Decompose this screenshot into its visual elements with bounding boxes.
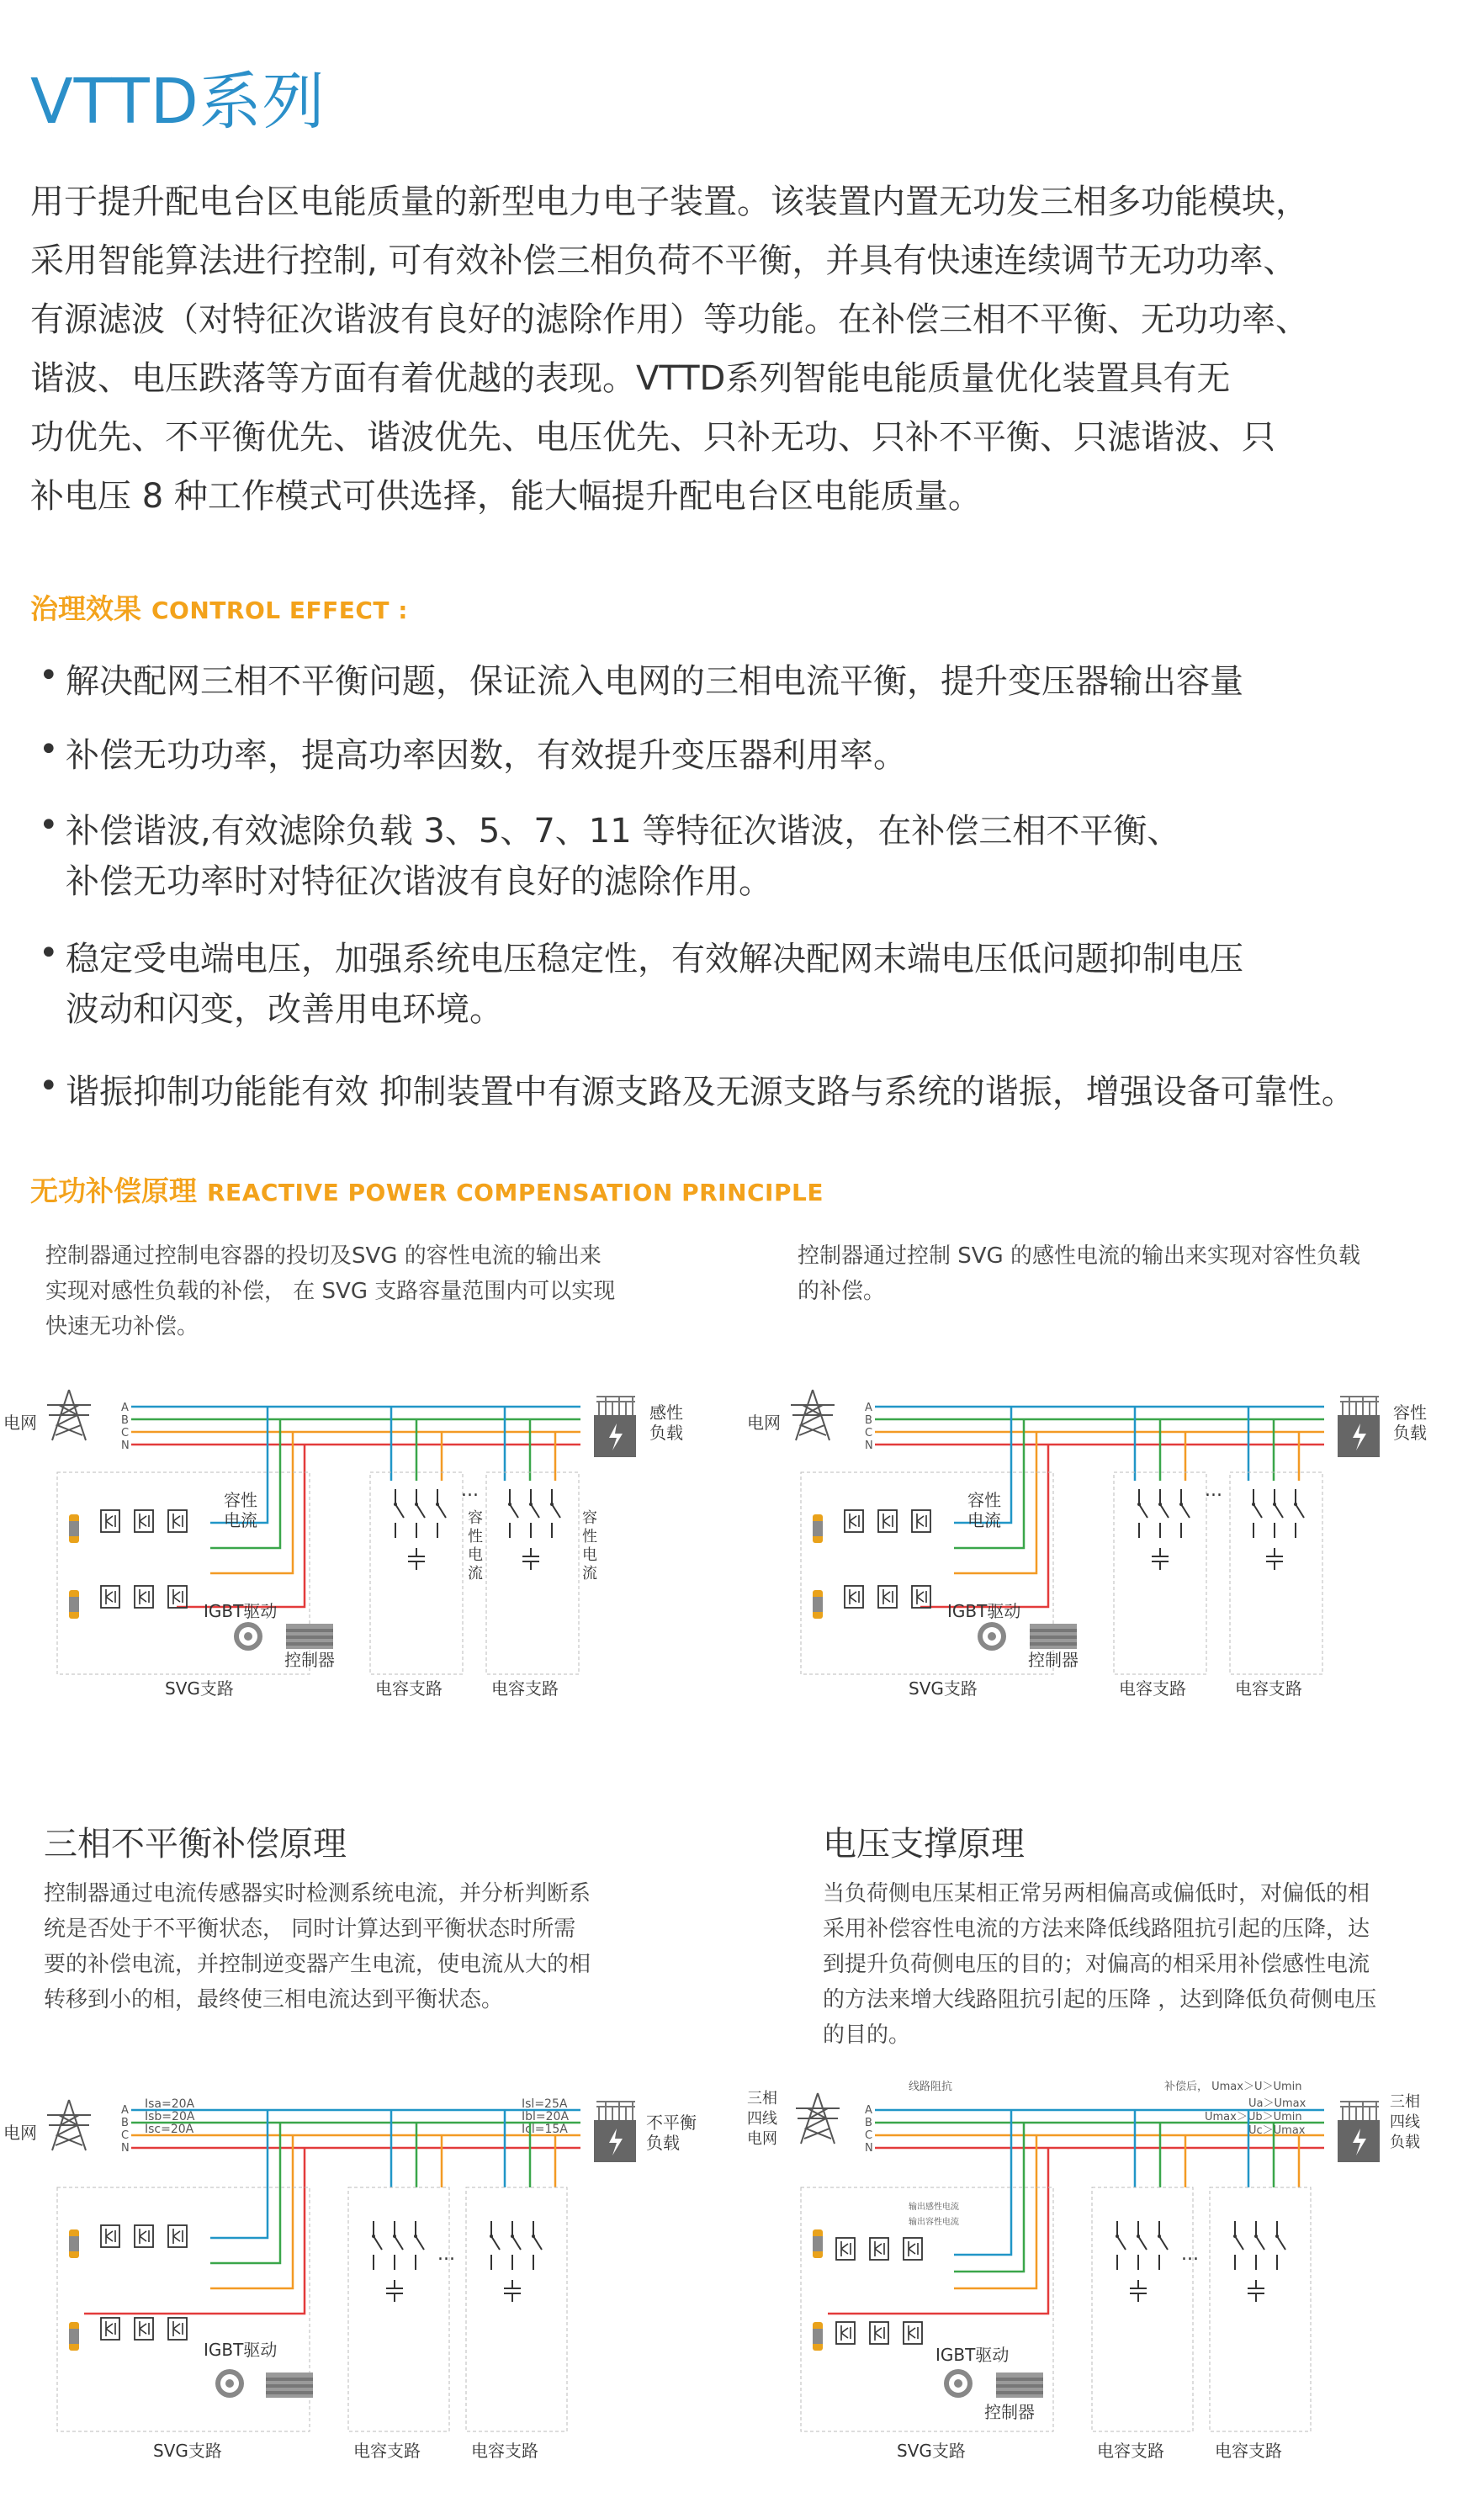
switch-icon bbox=[550, 1489, 560, 1538]
igbt-label: IGBT驱动 bbox=[947, 1601, 1021, 1621]
control-effect-heading-en: CONTROL EFFECT : bbox=[151, 596, 408, 624]
power-tower-icon bbox=[47, 2100, 91, 2150]
cap-branch-box bbox=[486, 1472, 579, 1674]
vertical-label-char: 容 bbox=[468, 1509, 483, 1527]
grid-label-line: 三相 bbox=[747, 2090, 777, 2107]
reactive-heading bbox=[30, 1169, 824, 1209]
ellipsis: ... bbox=[461, 1480, 479, 1501]
igbt-label: IGBT驱动 bbox=[204, 1601, 278, 1621]
cap-branch-label: 电容支路 bbox=[471, 2441, 538, 2461]
switch-icon bbox=[1273, 1489, 1283, 1538]
list-item bbox=[30, 806, 1180, 907]
capacitive-load-icon bbox=[1338, 1397, 1380, 1457]
reactive-right-desc bbox=[798, 1238, 1471, 1309]
desc-line: 到提升负荷侧电压的目的；对偏高的相采用补偿感性电流 bbox=[823, 1952, 1370, 1977]
cap-branch-label: 电容支路 bbox=[1235, 1678, 1302, 1699]
gear-icon bbox=[944, 2369, 973, 2398]
igbt-icon bbox=[168, 2225, 187, 2247]
grid-label: 电网 bbox=[3, 1413, 37, 1433]
controller-label: 控制器 bbox=[284, 1650, 335, 1670]
igbt-icon bbox=[101, 2318, 119, 2340]
igbt-icon bbox=[168, 1510, 187, 1532]
desc-line: 采用补偿容性电流的方法来降低线路阻抗引起的压降，达 bbox=[823, 1917, 1370, 1942]
switch-icon bbox=[1158, 1489, 1169, 1538]
phase-label: C bbox=[121, 1427, 130, 1439]
vertical-label-char: 性 bbox=[582, 1528, 597, 1545]
intro-line: 谐波、电压跌落等方面有着优越的表现。VTTD系列智能电能质量优化装置具有无 bbox=[30, 359, 1231, 398]
phase-label: B bbox=[121, 2117, 129, 2129]
load-label-line: 四线 bbox=[1390, 2113, 1420, 2131]
vertical-label-char: 流 bbox=[468, 1565, 483, 1583]
page-title: VTTD系列 bbox=[30, 66, 326, 138]
switch-icon bbox=[1158, 2221, 1168, 2270]
controller-icon bbox=[266, 2373, 313, 2398]
intro-line: 采用智能算法进行控制, 可有效补偿三相负荷不平衡，并具有快速连续调节无功功率、 bbox=[30, 241, 1297, 280]
switch-icon bbox=[532, 2221, 542, 2270]
inductive-load-icon bbox=[594, 1397, 636, 1457]
switch-icon bbox=[1275, 2221, 1285, 2270]
switch-icon bbox=[490, 2221, 500, 2270]
capacitor-symbol-icon bbox=[386, 2280, 403, 2302]
desc-line: 控制器通过控制电容器的投切及SVG 的容性电流的输出来 bbox=[45, 1243, 602, 1269]
cap-branch-box bbox=[348, 2187, 449, 2431]
output-labels bbox=[909, 2201, 959, 2227]
capacitor-symbol-icon bbox=[1130, 2280, 1147, 2302]
capacitor-symbol-icon bbox=[1266, 1548, 1283, 1570]
igbt-icon bbox=[168, 2318, 187, 2340]
drop-lines bbox=[828, 2110, 1299, 2314]
igbt-icon bbox=[135, 1510, 153, 1532]
desc-line: 统是否处于不平衡状态， 同时计算达到平衡状态时所需 bbox=[44, 1917, 576, 1942]
phase-label: A bbox=[121, 1402, 129, 1414]
phase-labels bbox=[121, 2104, 130, 2155]
control-effect-heading-cn: 治理效果 bbox=[30, 592, 141, 625]
grid-label: 电网 bbox=[747, 1413, 781, 1433]
igbt-icon bbox=[836, 2322, 855, 2344]
bullet-icon: • bbox=[39, 806, 59, 845]
switch-icon bbox=[508, 1489, 518, 1538]
capacitor-icon bbox=[69, 2322, 79, 2351]
capacitor-symbol-icon bbox=[408, 1548, 425, 1570]
load-label: 负载 bbox=[646, 2133, 680, 2153]
ellipsis: ... bbox=[437, 2244, 455, 2265]
power-tower-icon bbox=[791, 1390, 835, 1440]
list-item-text: 补偿无功功率，提高功率因数，有效提升变压器利用率。 bbox=[66, 736, 907, 775]
switch-icon bbox=[1294, 1489, 1304, 1538]
bus-lines bbox=[875, 1407, 1324, 1445]
switch-icon bbox=[1252, 1489, 1262, 1538]
grid-label-line: 电网 bbox=[747, 2130, 777, 2148]
vertical-label-char: 电 bbox=[582, 1546, 597, 1564]
list-item-text: 补偿无功率时对特征次谐波有良好的滤除作用。 bbox=[66, 862, 772, 901]
igbt-icon bbox=[135, 2225, 153, 2247]
igbt-label: IGBT驱动 bbox=[204, 2340, 278, 2360]
igbt-icon bbox=[845, 1586, 863, 1608]
phase-label: C bbox=[865, 2129, 873, 2142]
igbt-icon bbox=[904, 2238, 922, 2260]
voltage-note: Ua＞Umax bbox=[1248, 2097, 1306, 2110]
cap-branch-label: 电容支路 bbox=[1119, 1678, 1186, 1699]
power-tower-icon bbox=[47, 1390, 91, 1440]
list-item bbox=[30, 656, 1243, 707]
intro-line: 功优先、不平衡优先、谐波优先、电压优先、只补无功、只补不平衡、只滤谐波、只 bbox=[30, 418, 1275, 457]
current-label: Icl=15A bbox=[522, 2123, 568, 2136]
capacitor-icon bbox=[69, 1514, 79, 1543]
desc-line: 的方法来增大线路阻抗引起的压降 ，达到降低负荷侧电压 bbox=[823, 1987, 1377, 2012]
igbt-icon bbox=[101, 1510, 119, 1532]
cap-branch-box bbox=[1210, 2187, 1311, 2431]
grid-label: 电网 bbox=[3, 2123, 37, 2143]
phase-label: B bbox=[121, 1414, 129, 1427]
vertical-label-char: 性 bbox=[468, 1528, 483, 1545]
svg-branch-label: SVG支路 bbox=[897, 2441, 966, 2461]
igbt-icon bbox=[912, 1586, 930, 1608]
grid-currents bbox=[145, 2097, 195, 2136]
capacitor-symbol-icon bbox=[504, 2280, 521, 2302]
list-item-text: 波动和闪变，改善用电环境。 bbox=[66, 990, 503, 1029]
igbt-icon bbox=[135, 1586, 153, 1608]
desc-line: 控制器通过电流传感器实时检测系统电流，并分析判断系 bbox=[44, 1881, 591, 1906]
phase-label: B bbox=[865, 1414, 872, 1427]
svg-branch-label: SVG支路 bbox=[909, 1678, 978, 1699]
voltage-diagram bbox=[744, 2070, 1484, 2490]
intro-paragraph bbox=[30, 172, 1460, 526]
power-tower-icon bbox=[796, 2093, 840, 2144]
phase-label: A bbox=[121, 2104, 129, 2117]
controller-label: 控制器 bbox=[1028, 1650, 1079, 1670]
capacitor-icon bbox=[813, 1514, 823, 1543]
current-label: Isc=20A bbox=[145, 2123, 194, 2136]
switch-icon bbox=[394, 1489, 404, 1538]
gear-icon bbox=[215, 2369, 244, 2398]
load-label-line: 三相 bbox=[1390, 2093, 1420, 2111]
phase-labels bbox=[121, 1402, 130, 1452]
vertical-label-char: 流 bbox=[582, 1565, 597, 1583]
drop-lines bbox=[84, 2110, 555, 2314]
cap-branch-label: 电容支路 bbox=[1215, 2441, 1282, 2461]
bullet-icon: • bbox=[39, 730, 59, 769]
svg-branch-label: SVG支路 bbox=[153, 2441, 222, 2461]
cap-branch-box bbox=[1092, 2187, 1193, 2431]
cap-current-label: 电流 bbox=[224, 1510, 257, 1530]
output-label: 输出感性电流 bbox=[909, 2203, 959, 2212]
list-item-text: 稳定受电端电压，加强系统电压稳定性，有效解决配网末端电压低问题抑制电压 bbox=[66, 940, 1243, 978]
desc-line: 要的补偿电流，并控制逆变器产生电流，使电流从大的相 bbox=[44, 1952, 591, 1977]
phase-labels bbox=[865, 1402, 873, 1452]
list-item-text: 谐振抑制功能能有效 抑制装置中有源支路及无源支路与系统的谐振，增强设备可靠性。 bbox=[66, 1073, 1355, 1111]
control-effect-heading bbox=[30, 587, 408, 627]
capacitor-symbol-icon bbox=[1248, 2280, 1264, 2302]
vertical-label-char: 电 bbox=[468, 1546, 483, 1564]
reactive-left-desc bbox=[45, 1238, 718, 1344]
phase-label: A bbox=[865, 2104, 872, 2117]
load-currents bbox=[522, 2097, 569, 2136]
phase-label: A bbox=[865, 1402, 872, 1414]
igbt-icon bbox=[168, 1586, 187, 1608]
intro-line: 用于提升配电台区电能质量的新型电力电子装置。该装置内置无功发三相多功能模块， bbox=[30, 183, 1309, 221]
voltage-desc bbox=[823, 1876, 1479, 2053]
igbt-label: IGBT驱动 bbox=[935, 2345, 1010, 2365]
igbt-icon bbox=[878, 1586, 897, 1608]
switch-icon bbox=[1137, 1489, 1147, 1538]
unbalance-desc bbox=[44, 1876, 717, 2017]
switch-icon bbox=[372, 2221, 382, 2270]
phase-label: B bbox=[865, 2117, 872, 2129]
cap-branch-label: 电容支路 bbox=[353, 2441, 421, 2461]
igbt-icon bbox=[870, 2322, 888, 2344]
cap-branch-box bbox=[466, 2187, 567, 2431]
load-label: 负载 bbox=[649, 1423, 683, 1443]
load-icon bbox=[1338, 2102, 1380, 2162]
desc-line: 控制器通过控制 SVG 的感性电流的输出来实现对容性负载 bbox=[798, 1243, 1360, 1269]
output-label: 输出容性电流 bbox=[909, 2218, 959, 2227]
phase-label: C bbox=[121, 2129, 130, 2142]
switch-icon bbox=[414, 2221, 424, 2270]
capacitor-icon bbox=[69, 1590, 79, 1619]
phase-label: N bbox=[865, 2142, 873, 2155]
switch-icon bbox=[415, 1489, 425, 1538]
bullet-icon: • bbox=[39, 656, 59, 695]
list-item-text: 解决配网三相不平衡问题，保证流入电网的三相电流平衡，提升变压器输出容量 bbox=[66, 662, 1243, 701]
gear-icon bbox=[234, 1622, 262, 1651]
controller-label: 控制器 bbox=[984, 2402, 1035, 2422]
capacitor-icon bbox=[813, 1590, 823, 1619]
phase-label: N bbox=[121, 1439, 130, 1452]
igbt-icon bbox=[836, 2238, 855, 2260]
unbalance-title: 三相不平衡补偿原理 bbox=[44, 1825, 347, 1864]
igbt-icon bbox=[904, 2322, 922, 2344]
unbalanced-load-icon bbox=[594, 2102, 636, 2162]
phase-label: N bbox=[865, 1439, 873, 1452]
cap-branch-box bbox=[1230, 1472, 1322, 1674]
load-label bbox=[1390, 2093, 1420, 2151]
switch-icon bbox=[436, 1489, 446, 1538]
bullet-icon: • bbox=[39, 1067, 59, 1105]
igbt-icon bbox=[870, 2238, 888, 2260]
current-label: Isb=20A bbox=[145, 2110, 195, 2123]
igbt-icon bbox=[101, 2225, 119, 2247]
switch-icon bbox=[511, 2221, 521, 2270]
bus-lines bbox=[131, 1407, 580, 1445]
capacitor-symbol-icon bbox=[1152, 1548, 1169, 1570]
controller-icon bbox=[996, 2373, 1043, 2398]
vertical-cap-current-label bbox=[582, 1509, 597, 1583]
reactive-left-diagram bbox=[0, 1355, 740, 1725]
current-label: Isl=25A bbox=[522, 2097, 568, 2111]
gear-icon bbox=[978, 1622, 1006, 1651]
load-label: 容性 bbox=[1393, 1402, 1427, 1423]
vertical-cap-current-label bbox=[468, 1509, 483, 1583]
capacitor-symbol-icon bbox=[522, 1548, 539, 1570]
switch-icon bbox=[1254, 2221, 1264, 2270]
intro-line: 补电压 8 种工作模式可供选择，能大幅提升配电台区电能质量。 bbox=[30, 477, 982, 516]
phase-label: C bbox=[865, 1427, 873, 1439]
load-label: 负载 bbox=[1393, 1423, 1427, 1443]
igbt-icon bbox=[878, 1510, 897, 1532]
current-label: Isa=20A bbox=[145, 2097, 195, 2111]
load-label: 感性 bbox=[649, 1402, 683, 1423]
voltage-note: 补偿后， Umax＞U＞Umin bbox=[1164, 2081, 1302, 2093]
capacitor-icon bbox=[813, 2322, 823, 2351]
vertical-label-char: 容 bbox=[582, 1509, 597, 1527]
bullet-icon: • bbox=[39, 934, 59, 973]
line-impedance-label: 线路阻抗 bbox=[909, 2081, 953, 2093]
switch-icon bbox=[1179, 1489, 1190, 1538]
desc-line: 快速无功补偿。 bbox=[45, 1314, 199, 1339]
desc-line: 当负荷侧电压某相正常另两相偏高或偏低时，对偏低的相 bbox=[823, 1881, 1370, 1906]
reactive-heading-cn: 无功补偿原理 bbox=[30, 1174, 197, 1207]
cap-current-label: 容性 bbox=[967, 1490, 1001, 1510]
load-label: 不平衡 bbox=[646, 2113, 697, 2133]
reactive-right-diagram bbox=[744, 1355, 1484, 1725]
unbalance-diagram bbox=[0, 2070, 740, 2490]
cap-branch-label: 电容支路 bbox=[1097, 2441, 1164, 2461]
cap-current-label: 容性 bbox=[224, 1490, 257, 1510]
list-item bbox=[30, 730, 907, 781]
list-item bbox=[30, 1067, 1355, 1117]
phase-label: N bbox=[121, 2142, 130, 2155]
svg-branch-label: SVG支路 bbox=[165, 1678, 234, 1699]
list-item-text: 补偿谐波,有效滤除负载 3、5、7、11 等特征次谐波，在补偿三相不平衡、 bbox=[66, 812, 1181, 851]
switch-icon bbox=[393, 2221, 403, 2270]
switch-icon bbox=[1233, 2221, 1243, 2270]
voltage-notes bbox=[1164, 2080, 1306, 2137]
current-label: Ibl=20A bbox=[522, 2110, 570, 2123]
voltage-note: Uc＞Umax bbox=[1248, 2124, 1306, 2137]
switch-icon bbox=[529, 1489, 539, 1538]
igbt-icon bbox=[912, 1510, 930, 1532]
ellipsis: ... bbox=[1205, 1480, 1222, 1501]
voltage-note: Umax＞Ub＞Umin bbox=[1205, 2111, 1302, 2123]
grid-label-line: 四线 bbox=[747, 2110, 777, 2128]
capacitor-icon bbox=[813, 2229, 823, 2258]
intro-line: 有源滤波（对特征次谐波有良好的滤除作用）等功能。在补偿三相不平衡、无功功率、 bbox=[30, 300, 1309, 339]
desc-line: 实现对感性负载的补偿， 在 SVG 支路容量范围内可以实现 bbox=[45, 1279, 616, 1304]
controller-icon bbox=[286, 1624, 333, 1649]
igbt-icon bbox=[845, 1510, 863, 1532]
desc-line: 转移到小的相，最终使三相电流达到平衡状态。 bbox=[44, 1987, 504, 2012]
reactive-heading-en: REACTIVE POWER COMPENSATION PRINCIPLE bbox=[207, 1179, 824, 1206]
switch-icon bbox=[1137, 2221, 1147, 2270]
load-label-line: 负载 bbox=[1390, 2134, 1420, 2151]
phase-labels bbox=[865, 2104, 873, 2155]
controller-icon bbox=[1030, 1624, 1077, 1649]
voltage-title: 电压支撑原理 bbox=[823, 1825, 1025, 1864]
switch-icon bbox=[1116, 2221, 1126, 2270]
desc-line: 的目的。 bbox=[823, 2023, 911, 2048]
list-item bbox=[30, 934, 1243, 1035]
capacitor-icon bbox=[69, 2229, 79, 2258]
cap-branch-label: 电容支路 bbox=[375, 1678, 443, 1699]
desc-line: 的补偿。 bbox=[798, 1279, 886, 1304]
igbt-icon bbox=[135, 2318, 153, 2340]
cap-current-label: 电流 bbox=[967, 1510, 1001, 1530]
grid-label bbox=[747, 2090, 777, 2148]
cap-branch-label: 电容支路 bbox=[491, 1678, 559, 1699]
ellipsis: ... bbox=[1181, 2244, 1199, 2265]
bus-lines bbox=[131, 2110, 580, 2148]
igbt-icon bbox=[101, 1586, 119, 1608]
